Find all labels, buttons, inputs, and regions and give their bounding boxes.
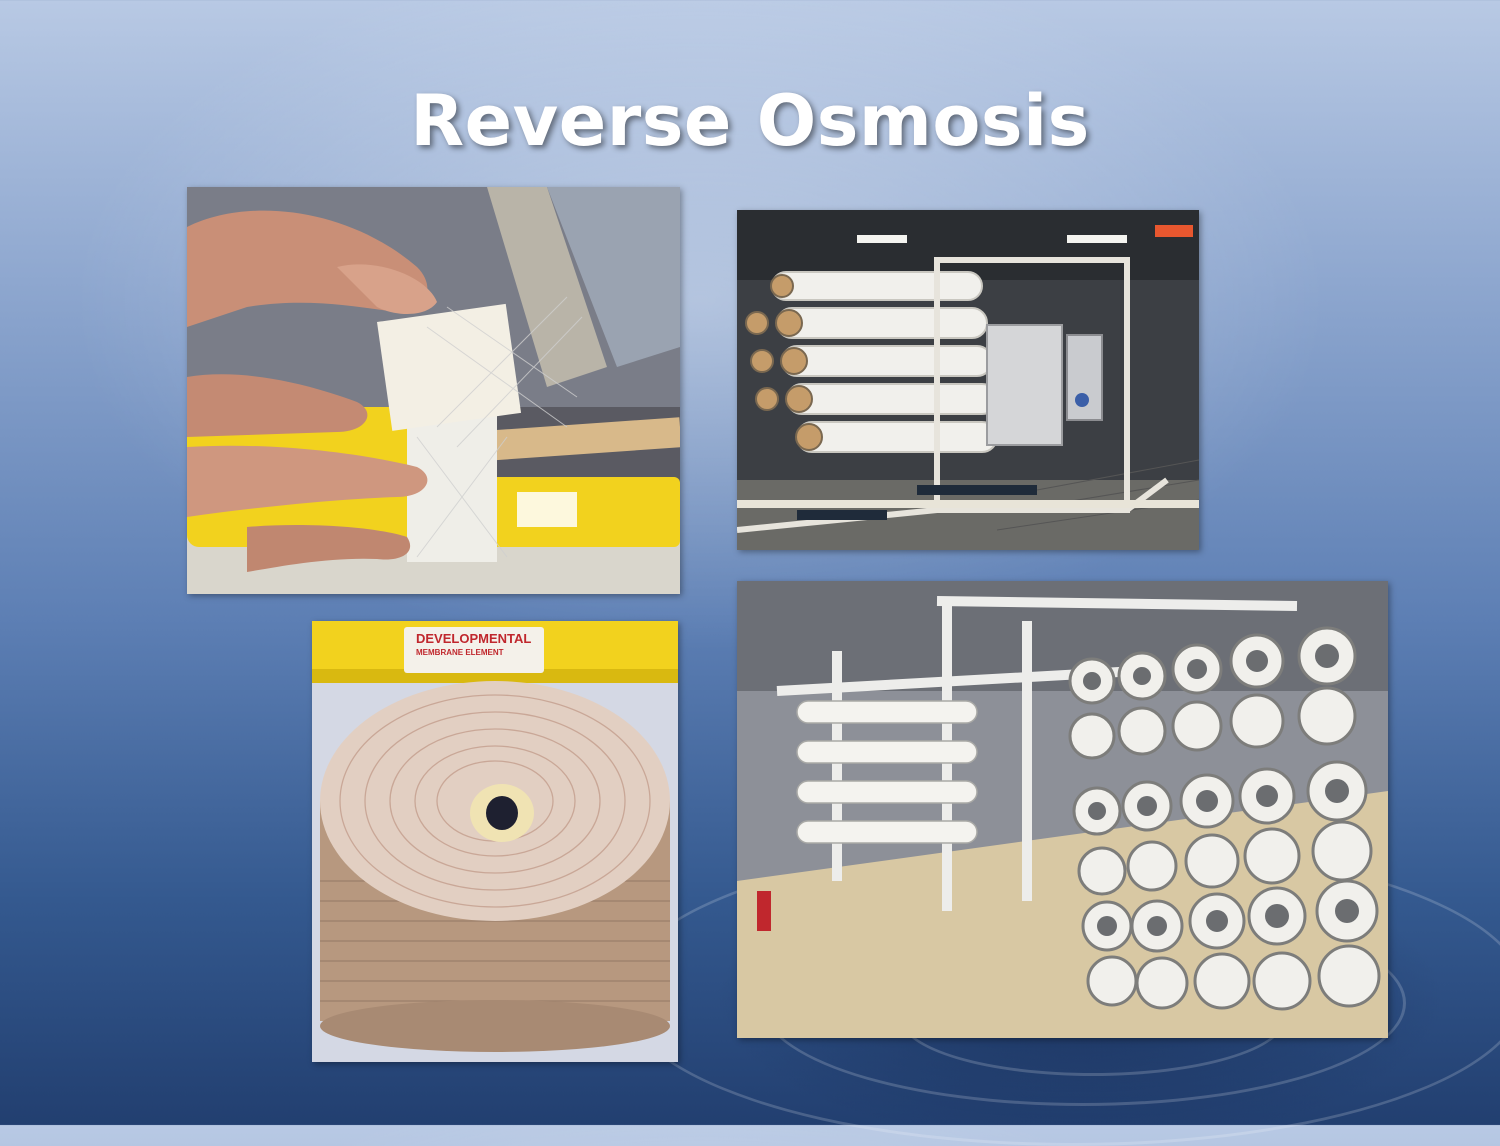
membrane-unrolling-photo <box>187 187 680 594</box>
element-label-line1: DEVELOPMENTAL <box>416 631 532 646</box>
ro-plant-photo <box>737 581 1388 1038</box>
element-label-line2: MEMBRANE ELEMENT <box>416 648 504 657</box>
ro-skid-photo <box>737 210 1199 550</box>
slide-title: Reverse Osmosis <box>410 80 1090 162</box>
membrane-element-photo <box>312 621 678 1062</box>
